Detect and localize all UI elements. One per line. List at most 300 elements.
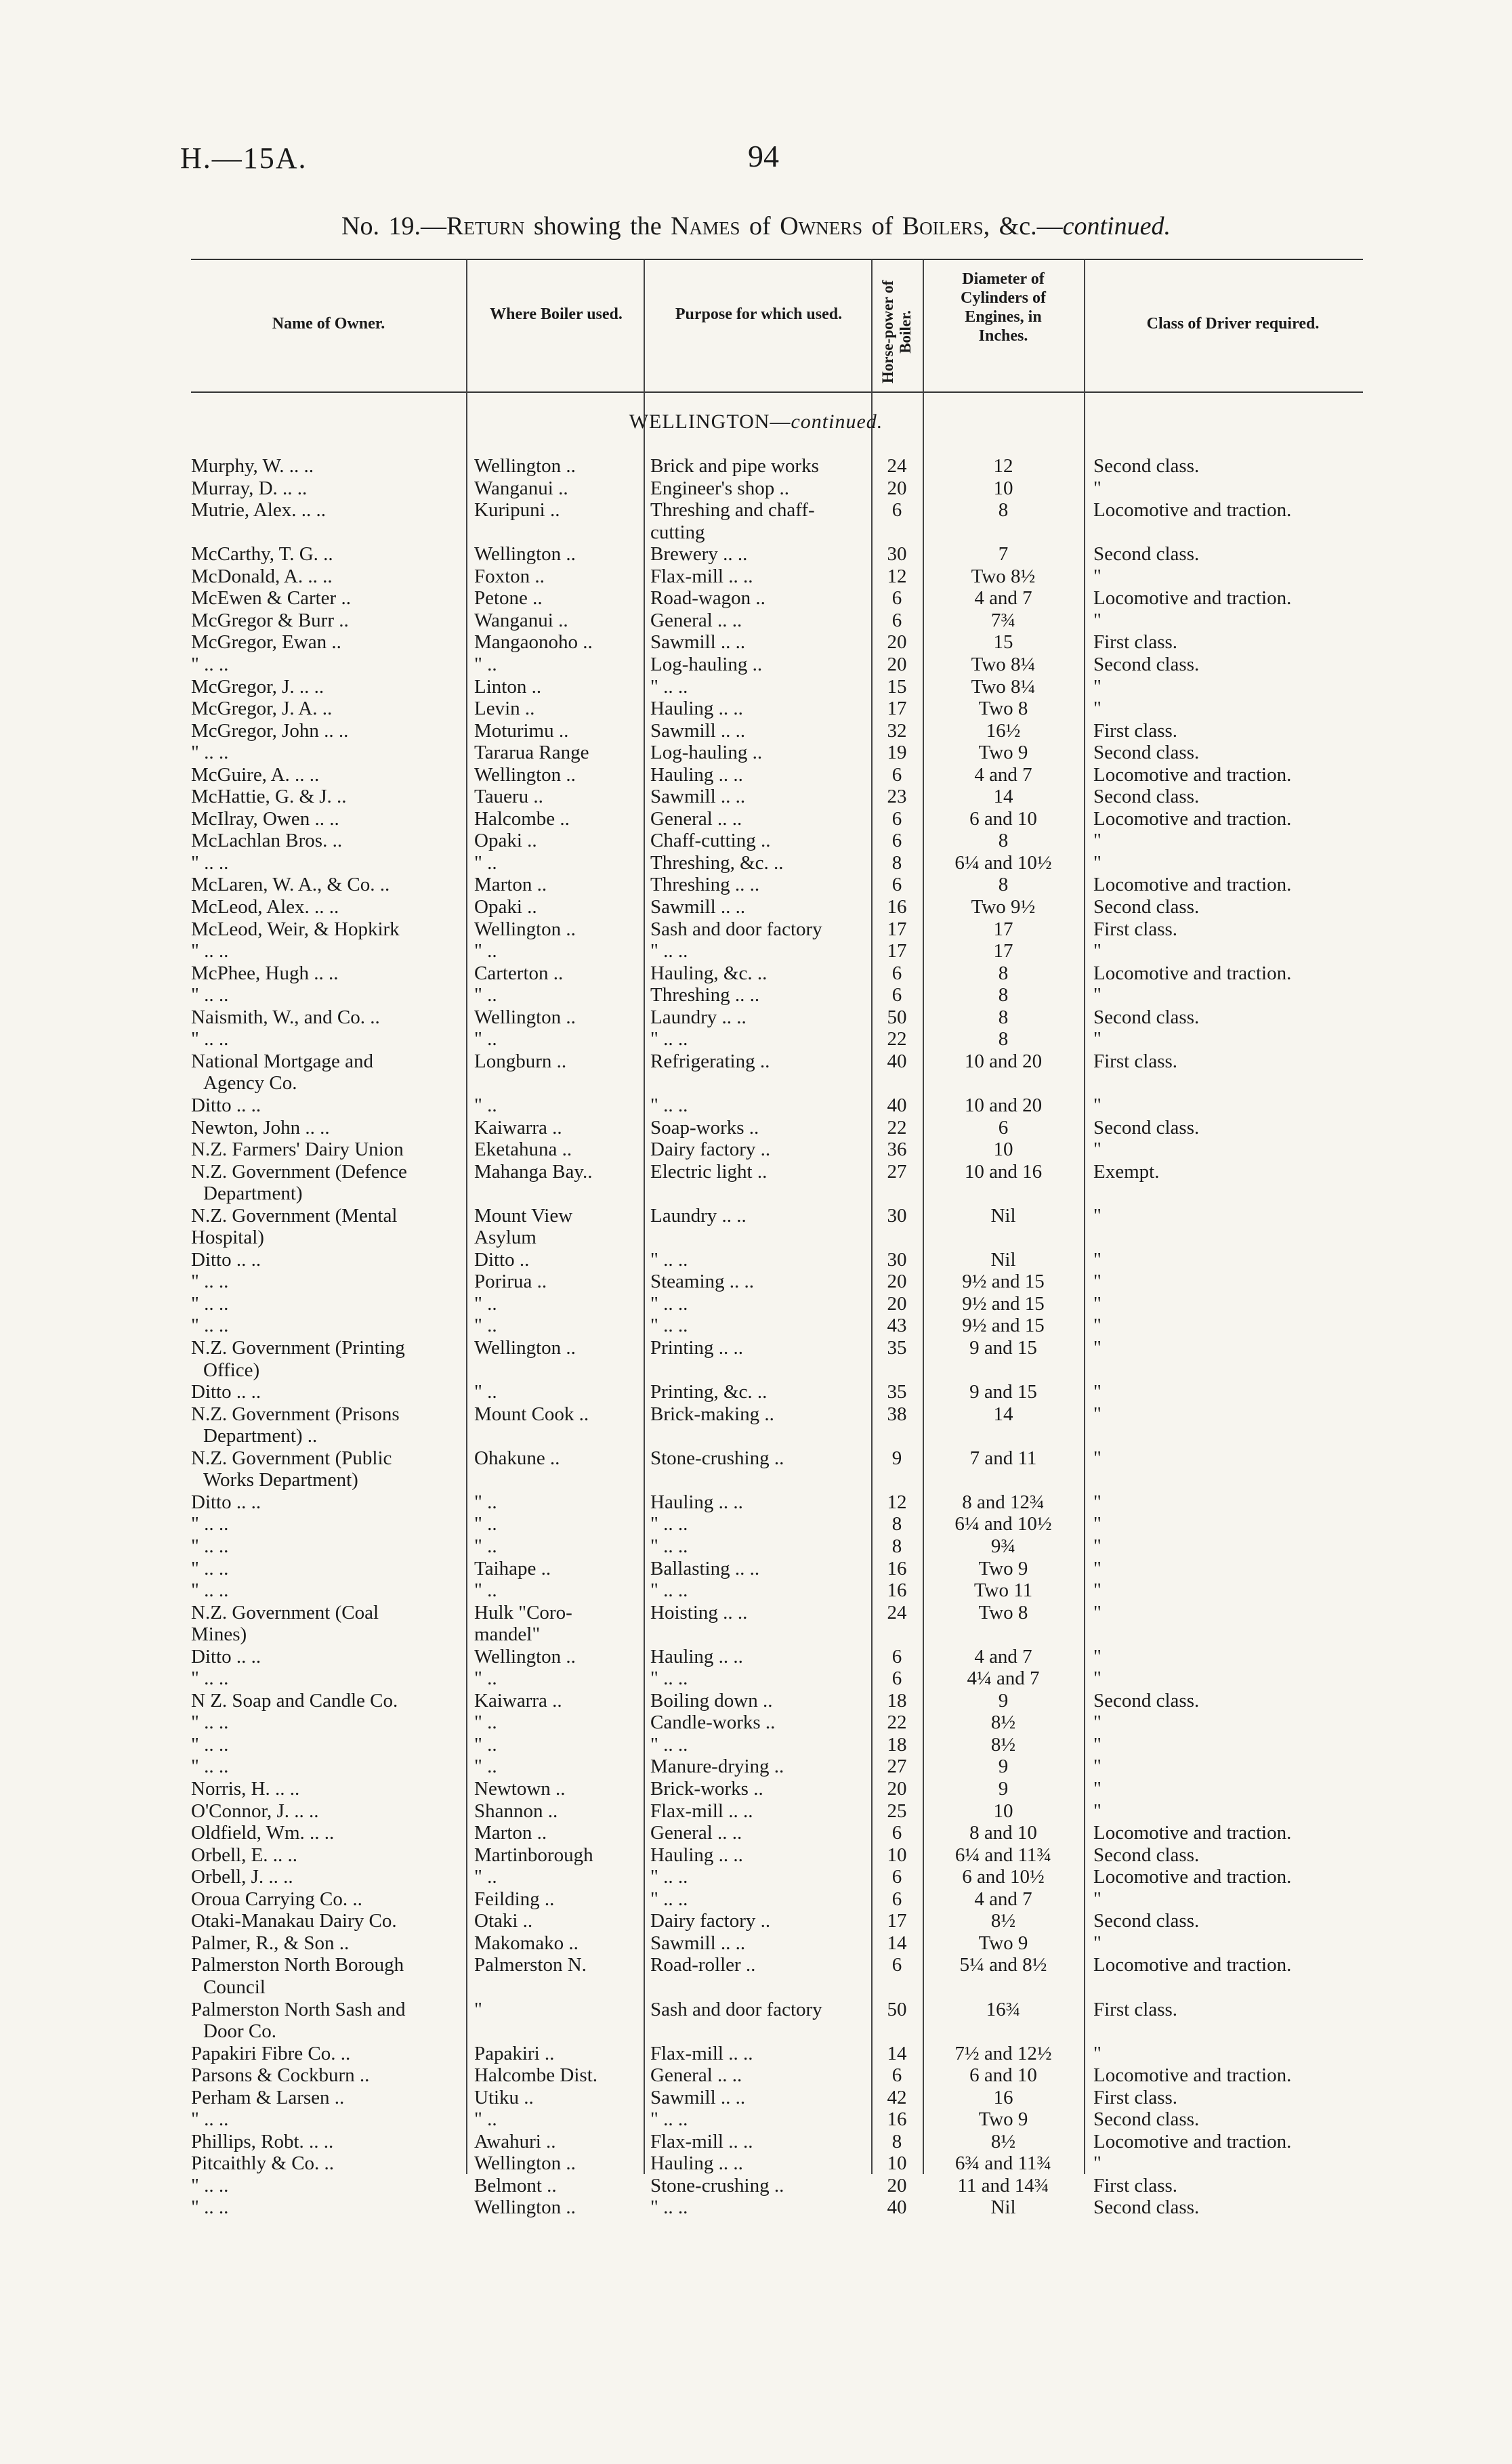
table-row [0,1712,1512,1733]
horse-power-cell: 6 [891,874,902,896]
driver-class-cell: " [1093,1932,1101,1954]
owner-cell: " .. .. [191,1028,229,1050]
where-cell: " [474,1998,482,2020]
owner-cell: McGuire, A. .. .. [191,763,320,786]
purpose-cell: Ballasting .. .. [650,1557,760,1579]
diameter-cell: 15 [993,631,1013,654]
table-row [0,830,1512,851]
driver-class-cell: " [1093,1139,1101,1160]
owner-cell: Department) .. [203,1425,318,1447]
table-row [0,2196,1512,2218]
diameter-cell: 6 and 10 [969,807,1037,830]
purpose-cell: Road-wagon .. [650,587,765,610]
title-return: Return [446,212,525,240]
section-continued: continued. [791,410,883,433]
section-name: WELLINGTON— [629,410,791,433]
driver-class-cell: First class. [1093,2086,1178,2108]
diameter-cell: 16½ [986,719,1021,742]
owner-cell: " .. .. [191,1712,229,1734]
owner-cell: O'Connor, J. .. .. [191,1800,319,1822]
table-row [0,1491,1512,1513]
where-cell: Marton .. [474,874,547,896]
purpose-cell: Electric light .. [650,1160,768,1183]
horse-power-cell: 10 [887,1844,907,1866]
horse-power-cell: 6 [891,587,902,610]
diameter-cell: 7¾ [990,609,1016,631]
title-continued: continued. [1062,212,1171,240]
table-row [0,455,1512,477]
where-cell: Awahuri .. [474,2130,556,2152]
purpose-cell: Laundry .. .. [650,1204,747,1227]
table-row [0,1117,1512,1139]
where-cell: Ditto .. [474,1248,530,1271]
purpose-cell: " .. .. [650,1535,688,1557]
owner-cell: " .. .. [191,2196,229,2219]
horse-power-cell: 20 [887,631,907,654]
purpose-cell: Manure-drying .. [650,1756,784,1778]
purpose-cell: Brick-works .. [650,1778,763,1800]
diameter-cell: 10 and 20 [964,1050,1043,1072]
driver-class-cell: " [1093,830,1101,852]
driver-class-cell: " [1093,1601,1101,1623]
page-number: 94 [748,139,779,173]
where-cell: Belmont .. [474,2174,557,2196]
table-row [0,1558,1512,1579]
where-cell: " .. [474,1315,497,1337]
table-row [0,1227,1512,1248]
title-showing: showing the [524,212,671,240]
owner-cell: Oldfield, Wm. .. .. [191,1822,335,1844]
table-row [0,1579,1512,1601]
owner-cell: Murphy, W. .. .. [191,455,314,477]
diameter-cell: 7½ and 12½ [954,2042,1052,2064]
owner-cell: N.Z. Farmers' Dairy Union [191,1139,404,1160]
owner-cell: McEwen & Carter .. [191,587,351,610]
where-cell: " .. [474,1513,497,1535]
where-cell: Makomako .. [474,1932,579,1954]
purpose-cell: " .. .. [650,940,688,962]
table-row [0,1954,1512,1976]
diameter-cell: 14 [993,786,1013,808]
where-cell: " .. [474,940,497,962]
owner-cell: Naismith, W., and Co. .. [191,1006,380,1028]
horse-power-cell: 24 [887,455,907,477]
owner-cell: Newton, John .. .. [191,1116,330,1139]
horse-power-cell: 42 [887,2086,907,2108]
table-row [0,1359,1512,1381]
owner-cell: Orbell, J. .. .. [191,1866,293,1888]
diameter-cell: 8 [998,830,1009,852]
table-row [0,1866,1512,1888]
where-cell: " .. [474,1668,497,1690]
table-row [0,2175,1512,2196]
diameter-cell: 4 and 7 [974,587,1032,610]
owner-cell: Palmerston North Sash and [191,1998,406,2020]
purpose-cell: Soap-works .. [650,1116,759,1139]
diameter-cell: 9½ and 15 [962,1271,1045,1293]
horse-power-cell: 23 [887,786,907,808]
table-row [0,1271,1512,1292]
where-cell: Halcombe .. [474,807,570,830]
owner-cell: Ditto .. .. [191,1094,261,1116]
diameter-cell: 10 and 16 [964,1160,1043,1183]
owner-cell: Mines) [191,1623,247,1646]
table-row [0,1403,1512,1425]
driver-class-cell: " [1093,565,1101,587]
driver-class-cell: Locomotive and traction. [1093,2130,1292,2152]
table-row [0,522,1512,543]
purpose-cell: " .. .. [650,1866,688,1888]
table-row [0,1425,1512,1447]
horse-power-cell: 6 [891,1954,902,1976]
diameter-cell: Two 8¼ [971,675,1036,698]
horse-power-cell: 17 [887,918,907,940]
where-cell: " .. [474,851,497,874]
driver-class-cell: " [1093,609,1101,631]
horse-power-cell: 16 [887,2108,907,2131]
purpose-cell: Sawmill .. .. [650,2086,746,2108]
horse-power-cell: 6 [891,499,902,522]
diameter-cell: 8 and 12¾ [962,1491,1045,1513]
where-cell: Marton .. [474,1822,547,1844]
diameter-cell: 4¼ and 7 [967,1668,1040,1690]
table-row [0,808,1512,830]
table-row [0,654,1512,675]
owner-cell: Phillips, Robt. .. .. [191,2130,334,2152]
diameter-cell: Two 8 [978,1601,1028,1623]
purpose-cell: Threshing .. .. [650,984,760,1006]
owner-cell: " .. .. [191,984,229,1006]
owner-cell: National Mortgage and [191,1050,373,1072]
where-cell: Foxton .. [474,565,545,587]
table-row [0,852,1512,874]
driver-class-cell: " [1093,1271,1101,1293]
horse-power-cell: 8 [891,1513,902,1535]
driver-class-cell: Second class. [1093,896,1200,918]
document-code: H.—15A. [180,142,308,175]
purpose-cell: Hauling .. .. [650,1491,743,1513]
diameter-cell: 8 [998,874,1009,896]
table-row [0,2108,1512,2130]
horse-power-cell: 6 [891,1866,902,1888]
driver-class-cell: Second class. [1093,1006,1200,1028]
where-cell: Eketahuna .. [474,1139,572,1160]
owner-cell: Council [203,1976,266,1998]
table-row [0,962,1512,984]
driver-class-cell: " [1093,1094,1101,1116]
where-cell: " .. [474,984,497,1006]
purpose-cell: Sawmill .. .. [650,719,746,742]
driver-class-cell: " [1093,1557,1101,1579]
driver-class-cell: Second class. [1093,2196,1200,2219]
where-cell: " .. [474,1491,497,1513]
owner-cell: McDonald, A. .. .. [191,565,333,587]
purpose-cell: " .. .. [650,1315,688,1337]
table-row [0,720,1512,742]
table-row [0,2087,1512,2108]
where-cell: Linton .. [474,675,542,698]
table-row [0,1932,1512,1954]
purpose-cell: " .. .. [650,1668,688,1690]
diameter-cell: 10 and 20 [964,1094,1043,1116]
owner-cell: " .. .. [191,1733,229,1756]
table-row [0,1623,1512,1645]
where-cell: Wanganui .. [474,477,568,499]
horse-power-cell: 20 [887,1271,907,1293]
table-row [0,698,1512,719]
driver-class-cell: " [1093,1712,1101,1734]
diameter-cell: 12 [993,455,1013,477]
table-title [0,211,1512,241]
horse-power-cell: 20 [887,2174,907,2196]
where-cell: Newtown .. [474,1778,566,1800]
where-cell: mandel" [474,1623,541,1646]
driver-class-cell: First class. [1093,918,1178,940]
purpose-cell: General .. .. [650,609,742,631]
purpose-cell: Brewery .. .. [650,543,748,566]
purpose-cell: " .. .. [650,1579,688,1602]
table-row [0,1535,1512,1557]
table-row [0,477,1512,499]
top-rule [191,259,1363,260]
purpose-cell: Stone-crushing .. [650,1447,784,1469]
table-row [0,1072,1512,1094]
horse-power-cell: 16 [887,1579,907,1602]
horse-power-cell: 35 [887,1337,907,1359]
table-row [0,1183,1512,1204]
driver-class-cell: " [1093,675,1101,698]
owner-cell: Ditto .. .. [191,1491,261,1513]
purpose-cell: Brick-making .. [650,1403,774,1425]
owner-cell: McGregor & Burr .. [191,609,349,631]
table-row [0,896,1512,918]
horse-power-cell: 30 [887,543,907,566]
owner-cell: McIlray, Owen .. .. [191,807,339,830]
driver-class-cell: Second class. [1093,1910,1200,1932]
table-row [0,1844,1512,1866]
owner-cell: Norris, H. .. .. [191,1778,300,1800]
horse-power-cell: 50 [887,1998,907,2020]
diameter-cell: 4 and 7 [974,1888,1032,1910]
diameter-cell: Two 9½ [971,896,1036,918]
diameter-cell: Two 9 [978,742,1028,764]
owner-cell: " .. .. [191,1557,229,1579]
column-header-owner: Name of Owner. [272,315,385,333]
diameter-cell: 6¾ and 11¾ [954,2152,1052,2175]
driver-class-cell: " [1093,1248,1101,1271]
where-cell: Wellington .. [474,2152,576,2175]
table-row [0,1822,1512,1844]
table-row [0,631,1512,653]
purpose-cell: Brick and pipe works [650,455,819,477]
table-row [0,1205,1512,1227]
column-header-diameter: Diameter of Cylinders of Engines, in Inches. [961,270,1046,345]
diameter-cell: Two 8½ [971,565,1036,587]
title-prefix: No. 19.— [341,212,446,240]
owner-cell: " .. .. [191,1271,229,1293]
purpose-cell: Flax-mill .. .. [650,565,753,587]
table-row [0,1690,1512,1712]
driver-class-cell: Second class. [1093,654,1200,675]
horse-power-cell: 17 [887,1910,907,1932]
where-cell: Wanganui .. [474,609,568,631]
horse-power-cell: 16 [887,896,907,918]
owner-cell: " .. .. [191,2108,229,2131]
horse-power-cell: 15 [887,675,907,698]
purpose-cell: cutting [650,521,705,543]
owner-cell: " .. .. [191,1292,229,1315]
horse-power-cell: 6 [891,609,902,631]
horse-power-cell: 6 [891,763,902,786]
where-cell: " .. [474,1292,497,1315]
horse-power-cell: 12 [887,1491,907,1513]
diameter-cell: 4 and 7 [974,1645,1032,1668]
owner-cell: N Z. Soap and Candle Co. [191,1689,398,1712]
purpose-cell: Dairy factory .. [650,1910,771,1932]
title-owners: Owners [780,212,863,240]
driver-class-cell: Second class. [1093,455,1200,477]
table-row [0,1756,1512,1777]
diameter-cell: 6 and 10 [969,2064,1037,2087]
title-of-2: of [862,212,902,240]
diameter-cell: 8½ [990,2130,1016,2152]
diameter-cell: 9 [998,1778,1009,1800]
where-cell: Wellington .. [474,2196,576,2219]
driver-class-cell: Second class. [1093,786,1200,808]
driver-class-cell: " [1093,1403,1101,1425]
table-row [0,1381,1512,1403]
horse-power-cell: 24 [887,1601,907,1623]
table-row [0,1910,1512,1932]
where-cell: " .. [474,1756,497,1778]
horse-power-cell: 6 [891,2064,902,2087]
purpose-cell: Threshing, &c. .. [650,851,784,874]
table-row [0,940,1512,962]
driver-class-cell: Second class. [1093,1689,1200,1712]
horse-power-cell: 18 [887,1689,907,1712]
horse-power-cell: 14 [887,1932,907,1954]
purpose-cell: " .. .. [650,675,688,698]
diameter-cell: 9¾ [990,1535,1016,1557]
table-row [0,874,1512,895]
diameter-cell: 8½ [990,1910,1016,1932]
where-cell: Wellington .. [474,1337,576,1359]
owner-cell: Oroua Carrying Co. .. [191,1888,362,1910]
table-row [0,1668,1512,1689]
where-cell: Wellington .. [474,763,576,786]
horse-power-cell: 6 [891,1822,902,1844]
where-cell: Hulk "Coro- [474,1601,572,1623]
horse-power-cell: 6 [891,830,902,852]
driver-class-cell: First class. [1093,719,1178,742]
where-cell: Levin .. [474,698,535,719]
owner-cell: " .. .. [191,1756,229,1778]
where-cell: Ohakune .. [474,1447,560,1469]
owner-cell: Agency Co. [203,1072,297,1095]
horse-power-cell: 17 [887,698,907,719]
purpose-cell: " .. .. [650,2196,688,2219]
owner-cell: Otaki-Manakau Dairy Co. [191,1910,397,1932]
table-row [0,543,1512,565]
purpose-cell: " .. .. [650,1888,688,1910]
horse-power-cell: 6 [891,962,902,984]
horse-power-cell: 40 [887,2196,907,2219]
horse-power-cell: 22 [887,1028,907,1050]
driver-class-cell: " [1093,1888,1101,1910]
driver-class-cell: " [1093,1756,1101,1778]
owner-cell: N.Z. Government (Public [191,1447,392,1469]
diameter-cell: 8 [998,962,1009,984]
where-cell: Shannon .. [474,1800,558,1822]
owner-cell: " .. .. [191,851,229,874]
where-cell: Petone .. [474,587,543,610]
driver-class-cell: " [1093,1447,1101,1469]
owner-cell: Pitcaithly & Co. .. [191,2152,335,2175]
owner-cell: N.Z. Government (Defence [191,1160,407,1183]
horse-power-cell: 36 [887,1139,907,1160]
where-cell: " .. [474,1535,497,1557]
purpose-cell: Printing .. .. [650,1337,743,1359]
owner-cell: " .. .. [191,1315,229,1337]
table-row [0,1800,1512,1822]
table-row [0,742,1512,763]
driver-class-cell: First class. [1093,1050,1178,1072]
diameter-cell: 17 [993,918,1013,940]
purpose-cell: " .. .. [650,1094,688,1116]
table-row [0,1006,1512,1028]
horse-power-cell: 40 [887,1094,907,1116]
horse-power-cell: 20 [887,654,907,675]
owner-cell: McLeod, Alex. .. .. [191,896,339,918]
driver-class-cell: Exempt. [1093,1160,1160,1183]
where-cell: Kaiwarra .. [474,1689,562,1712]
where-cell: Wellington .. [474,1645,576,1668]
diameter-cell: 6¼ and 11¾ [954,1844,1052,1866]
where-cell: " .. [474,1028,497,1050]
owner-cell: Palmerston North Borough [191,1954,404,1976]
table-row [0,499,1512,521]
owner-cell: N.Z. Government (Printing [191,1337,405,1359]
table-row [0,2020,1512,2042]
purpose-cell: Sash and door factory [650,918,822,940]
purpose-cell: Sawmill .. .. [650,1932,746,1954]
diameter-cell: Two 9 [978,2108,1028,2131]
horse-power-cell: 22 [887,1116,907,1139]
diameter-cell: Two 11 [973,1579,1033,1602]
owner-cell: Murray, D. .. .. [191,477,308,499]
owner-cell: Orbell, E. .. .. [191,1844,298,1866]
where-cell: Otaki .. [474,1910,533,1932]
table-row [0,1778,1512,1800]
purpose-cell: Chaff-cutting .. [650,830,771,852]
driver-class-cell: " [1093,940,1101,962]
owner-cell: McLeod, Weir, & Hopkirk [191,918,400,940]
driver-class-cell: First class. [1093,631,1178,654]
diameter-cell: 6 [998,1116,1009,1139]
where-cell: Wellington .. [474,455,576,477]
purpose-cell: Refrigerating .. [650,1050,770,1072]
where-cell: Mangaonoho .. [474,631,593,654]
purpose-cell: Log-hauling .. [650,742,763,764]
table-row [0,1646,1512,1668]
purpose-cell: Road-roller .. [650,1954,756,1976]
where-cell: Taueru .. [474,786,543,808]
driver-class-cell: Locomotive and traction. [1093,763,1292,786]
owner-cell: McGregor, J. .. .. [191,675,324,698]
purpose-cell: Laundry .. .. [650,1006,747,1028]
owner-cell: Palmer, R., & Son .. [191,1932,350,1954]
table-row [0,1999,1512,2020]
